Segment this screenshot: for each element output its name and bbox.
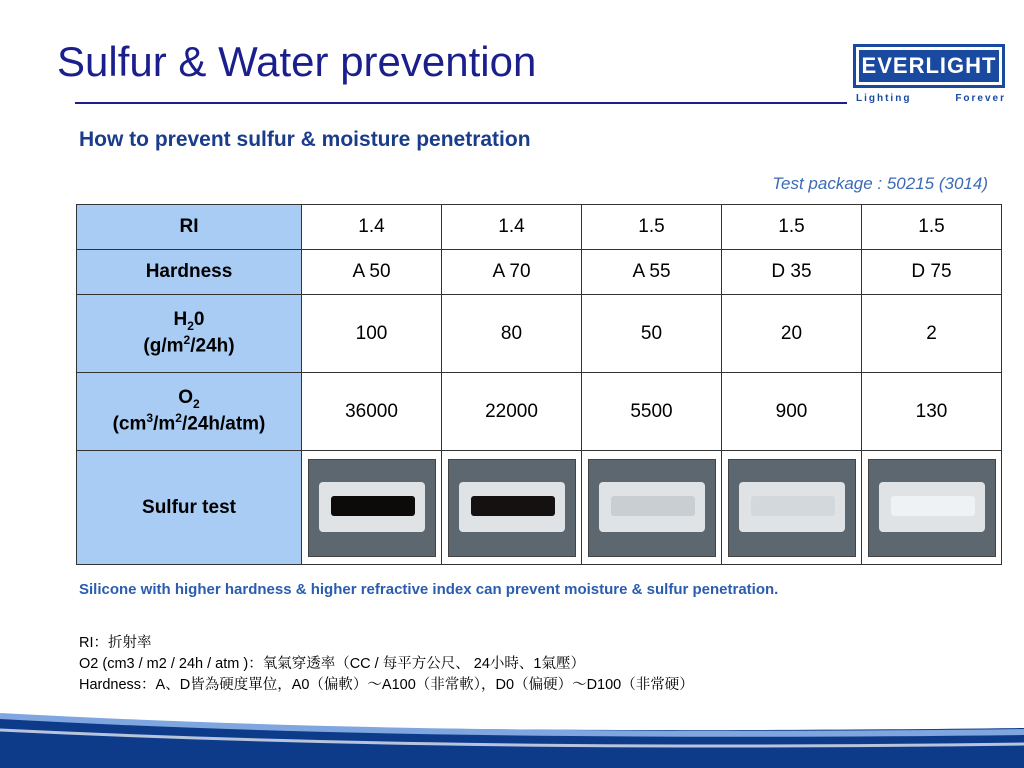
legend xyxy=(79,633,694,696)
table-cell: 100 xyxy=(302,295,442,373)
table-cell: A 70 xyxy=(442,250,582,295)
table-cell: 22000 xyxy=(442,373,582,451)
table-cell: 5500 xyxy=(582,373,722,451)
led-window-light xyxy=(611,496,695,516)
table-row-ri xyxy=(77,205,1002,250)
table-row-o2 xyxy=(77,373,1002,451)
sulfur-test-cell xyxy=(862,451,1002,565)
sulfur-test-image xyxy=(448,459,576,557)
sulfur-test-cell xyxy=(722,451,862,565)
led-window-light xyxy=(751,496,835,516)
legend-line: RI：折射率 xyxy=(79,635,152,651)
row-header-hardness: Hardness xyxy=(77,250,302,295)
sulfur-test-image xyxy=(308,459,436,557)
table-cell: 1.5 xyxy=(582,205,722,250)
section-subtitle: How to prevent sulfur & moisture penetration xyxy=(79,128,531,151)
led-window-dark xyxy=(471,496,555,516)
tagline-right: Forever xyxy=(955,93,1006,104)
label-text: O xyxy=(178,387,194,409)
label-text: H xyxy=(173,309,188,331)
sulfur-test-cell xyxy=(302,451,442,565)
table-cell: 20 xyxy=(722,295,862,373)
sulfur-test-cell xyxy=(582,451,722,565)
led-window-bright xyxy=(891,496,975,516)
label-text: /24h/atm) xyxy=(181,413,266,435)
row-header-sulfur: Sulfur test xyxy=(77,451,302,565)
table-row-h2o xyxy=(77,295,1002,373)
table-cell: 130 xyxy=(862,373,1002,451)
table-cell: 80 xyxy=(442,295,582,373)
table-cell: A 50 xyxy=(302,250,442,295)
label-text: (g/m xyxy=(143,335,184,357)
label-sup: 2 xyxy=(175,411,182,426)
sulfur-test-image xyxy=(588,459,716,557)
table-cell: 2 xyxy=(862,295,1002,373)
label-text: /24h) xyxy=(190,335,235,357)
legend-line: O2 (cm3 / m2 / 24h / atm )：氧氣穿透率（CC / 每平方公尺、 24小時、1氣壓） xyxy=(79,656,585,672)
led-window-dark xyxy=(331,496,415,516)
sulfur-test-cell xyxy=(442,451,582,565)
label-text: /m xyxy=(153,413,176,435)
everlight-logo xyxy=(853,44,1005,88)
slide-title: Sulfur & Water prevention xyxy=(57,38,537,85)
table-cell: 36000 xyxy=(302,373,442,451)
table-cell: 1.5 xyxy=(722,205,862,250)
sulfur-test-image xyxy=(868,459,996,557)
label-text: 0 xyxy=(193,309,205,331)
row-header-ri: RI xyxy=(77,205,302,250)
label-sup: 3 xyxy=(146,411,154,426)
table-cell: 1.4 xyxy=(442,205,582,250)
table-row-sulfur xyxy=(77,451,1002,565)
test-package-label: Test package : 50215 (3014) xyxy=(772,174,988,193)
table-cell: 900 xyxy=(722,373,862,451)
properties-table xyxy=(76,204,1002,565)
label-sub: 2 xyxy=(187,319,194,334)
label-text: (cm xyxy=(112,413,147,435)
legend-line: Hardness：A、D皆為硬度單位，A0（偏軟）～A100（非常軟），D0（偏硬）～D100（非常硬） xyxy=(79,677,694,693)
table-cell: D 75 xyxy=(862,250,1002,295)
table-cell: D 35 xyxy=(722,250,862,295)
table-row-hardness xyxy=(77,250,1002,295)
footer-swoosh xyxy=(0,698,1024,768)
tagline-left: Lighting xyxy=(856,93,912,104)
sulfur-test-image xyxy=(728,459,856,557)
table-cell: 1.4 xyxy=(302,205,442,250)
row-header-o2 xyxy=(77,373,302,451)
table-cell: 50 xyxy=(582,295,722,373)
table-cell: A 55 xyxy=(582,250,722,295)
label-sub: 2 xyxy=(193,397,200,412)
table-cell: 1.5 xyxy=(862,205,1002,250)
row-header-h2o xyxy=(77,295,302,373)
title-divider xyxy=(75,102,847,104)
logo-text: EVERLIGHT xyxy=(859,50,999,82)
label-sup: 2 xyxy=(183,333,191,348)
conclusion-note: Silicone with higher hardness & higher refractive index can prevent moisture & sulfur penetration. xyxy=(79,581,779,598)
